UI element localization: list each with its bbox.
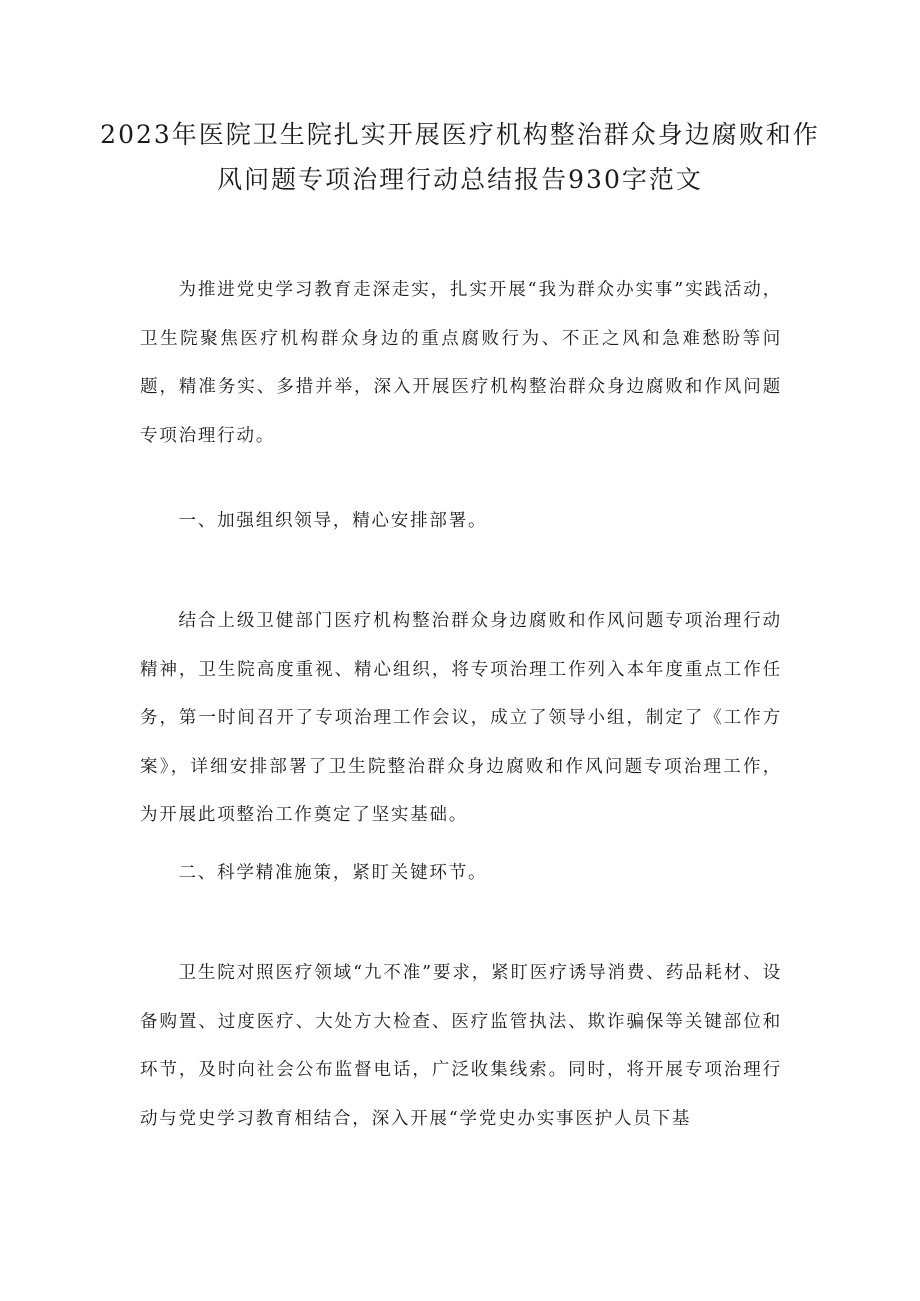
- section-2-paragraph: 卫生院对照医疗领域“九不准”要求，紧盯医疗诱导消费、药品耗材、设备购置、过度医疗、大处方大检查、医疗监管执法、欺诈骗保等关键部位和环节，及时向社会公布监督电话，广泛收集线索。同时，将开展专项治理行动与党史学习教育相结合，深入开展“学党史办实事医护人员下基: [140, 963, 782, 1129]
- section-heading-1: 一、加强组织领导，精心安排部署。: [178, 511, 488, 531]
- document-title: 2023年医院卫生院扎实开展医疗机构整治群众身边腐败和作风问题专项治理行动总结报告930字范文: [100, 120, 820, 194]
- intro-paragraph: 为推进党史学习教育走深走实，扎实开展“我为群众办实事”实践活动，卫生院聚焦医疗机构群众身边的重点腐败行为、不正之风和急难愁盼等问题，精准务实、多措并举，深入开展医疗机构整治群众身边腐败和作风问题专项治理行动。: [140, 280, 782, 446]
- section-1-paragraph: 结合上级卫健部门医疗机构整治群众身边腐败和作风问题专项治理行动精神，卫生院高度重视、精心组织，将专项治理工作列入本年度重点工作任务，第一时间召开了专项治理工作会议，成立了领导小组，制定了《工作方案》，详细安排部署了卫生院整治群众身边腐败和作风问题专项治理工作，为开展此项整治工作奠定了坚实基础。: [140, 611, 782, 825]
- section-heading-2: 二、科学精准施策，紧盯关键环节。: [178, 863, 488, 883]
